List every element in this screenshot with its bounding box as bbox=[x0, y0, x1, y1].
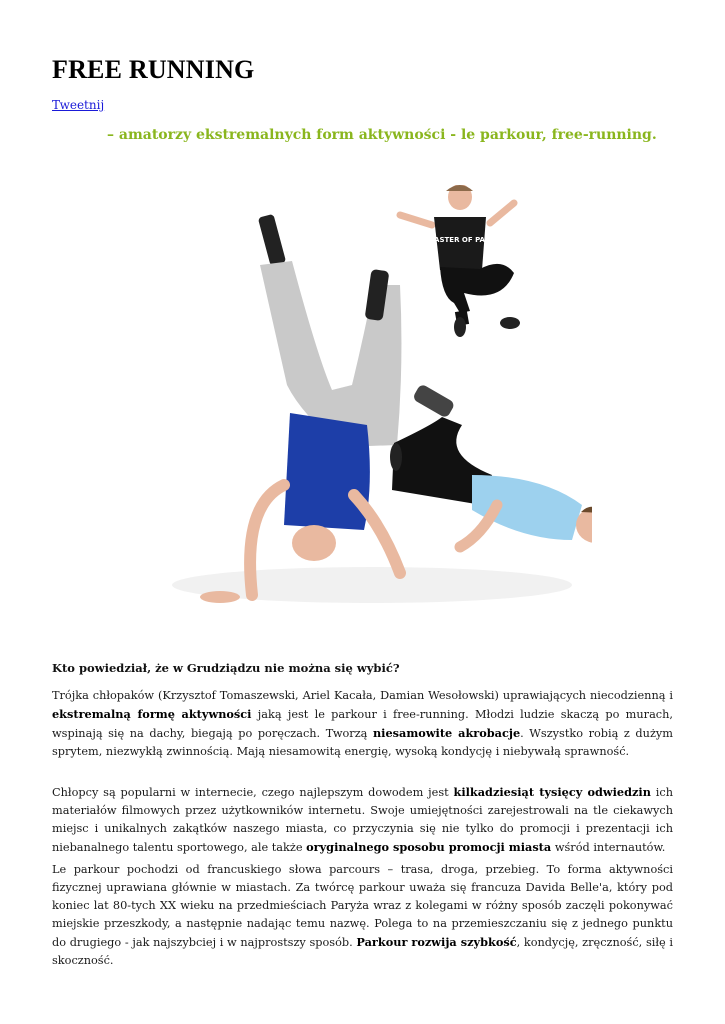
paragraph-2: Chłopcy są popularni w internecie, czego najlepszym dowodem jest kilkadziesiąt tysięcy odwiedzin ich materiałów filmowych przez użytkowników internetu. Swoje umiejętności zarejestrowali na tle ciekawych miejsc i unikalnych zakątków naszego miasta, co przyczynia się nie tylko do promocji i prezentacji ich niebanalnego talentu sportowego, ale także oryginalnego sposobu promocji miasta wśród internautów. bbox=[52, 785, 673, 854]
paragraph-1: Trójka chłopaków (Krzysztof Tomaszewski, Ariel Kacała, Damian Wesołowski) uprawiających niecodzienną i ekstremalną formę aktywności jaką jest le parkour i free-running. Młodzi ludzie skaczą po murach, wspinają się na dachy, biegają po poręczach. Tworzą niesamowite akrobacje. Wszystko robią z dużym sprytem, niezwykłą zwinnością. Mają niesamowitą energię, wysoką kondycję i niebywałą sprawność. bbox=[52, 689, 673, 758]
freerunning-photo bbox=[142, 185, 592, 615]
pushup-boy-figure bbox=[390, 383, 592, 547]
section-heading: Kto powiedział, że w Grudziądzu nie można się wybić? bbox=[52, 661, 400, 675]
headstand-boy-figure bbox=[200, 214, 401, 603]
jumping-boy-figure bbox=[400, 185, 520, 337]
paragraph-3: Le parkour pochodzi od francuskiego słowa parcours – trasa, droga, przebieg. To forma aktywności fizycznej uprawiana głównie w miastach. Za twórcę parkour uważa się francuza Davida Belle'a, który pod koniec lat 80-tych XX wieku na przedmieściach Paryża wraz z kolegami w różny sposób zaczęli pokonywać miejskie przeszkody, a następnie nadając temu nazwę. Polega to na przemieszczaniu się z jednego punktu do drugiego - jak najszybciej i w najprostszy sposób. Parkour rozwija szybkość, kondycję, zręczność, siłę i skoczność. bbox=[52, 863, 673, 967]
shirt-text: MASTER OF PACE bbox=[427, 236, 495, 244]
page-title: FREE RUNNING bbox=[52, 55, 255, 84]
tweet-link[interactable]: Tweetnij bbox=[52, 98, 105, 112]
article-subtitle: – amatorzy ekstremalnych form aktywności - le parkour, free-running. bbox=[107, 127, 657, 143]
